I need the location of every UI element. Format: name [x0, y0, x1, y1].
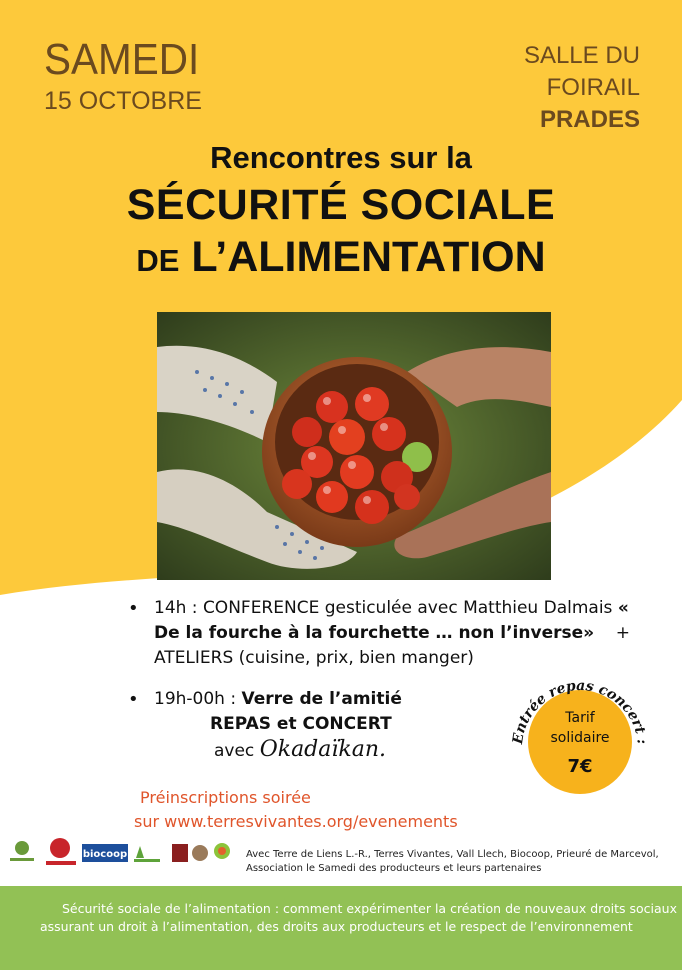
workshops-text: + ATELIERS (cuisine, prix, bien manger)	[154, 623, 630, 668]
conference-title: « De la fourche à la fourchette … non l’inverse»	[154, 598, 629, 643]
footer-banner	[0, 886, 682, 970]
title-line-1: Rencontres sur la	[210, 140, 472, 175]
afternoon-time: 14h : CONFERENCE gesticulée avec Matthieu Dalmais	[154, 598, 613, 618]
partners-text	[246, 848, 666, 876]
prieure-logo	[172, 844, 208, 862]
signup-line-1: Préinscriptions soirée	[140, 788, 311, 807]
event-venue	[524, 40, 640, 136]
event-day: SAMEDI	[44, 35, 200, 84]
band-with: avec	[214, 741, 255, 761]
band-name: Okadaïkan.	[259, 737, 387, 762]
samedi-producteurs-logo	[46, 838, 76, 865]
partners-line-1: Avec Terre de Liens L.-R., Terres Vivantes, Vall Llech, Biocoop, Prieuré de Marcevol,	[246, 849, 659, 860]
badge-line-2: solidaire	[550, 730, 610, 746]
title-line-2: SÉCURITÉ SOCIALE	[126, 181, 556, 229]
svg-text:Entrée repas concert :	[510, 678, 650, 746]
terres-vivantes-logo	[10, 841, 34, 861]
biocoop-logo	[82, 844, 128, 862]
venue-line-2: FOIRAIL	[546, 74, 640, 101]
title-line-3	[0, 232, 682, 286]
evening-drink: Verre de l’amitié	[241, 689, 402, 709]
title-line-3-prefix: DE	[136, 243, 180, 278]
badge-line-1: Tarif	[565, 710, 595, 726]
title-line-3-main: L’ALIMENTATION	[191, 233, 546, 281]
poster-title	[0, 138, 682, 286]
badge-price: 7€	[567, 756, 593, 777]
event-date	[44, 36, 213, 116]
evening-time: 19h-00h :	[154, 689, 237, 709]
signup-info	[134, 786, 458, 834]
partners-line-2: Association le Samedi des producteurs et leurs partenaires	[246, 863, 542, 874]
venue-line-1: SALLE DU	[523, 42, 640, 69]
partner-logos	[8, 836, 248, 872]
footer-line-2: assurant un droit à l’alimentation, des droits aux producteurs et le respect de l’environnement	[40, 919, 633, 934]
bullet-icon: •	[128, 598, 139, 619]
program-item-afternoon	[122, 596, 642, 671]
footer-line-1: Sécurité sociale de l’alimentation : comment expérimenter la création de nouveaux droits sociaux	[62, 901, 677, 916]
vall-llech-logo	[134, 846, 160, 862]
badge-arc-text	[510, 672, 650, 812]
venue-city: PRADES	[539, 106, 640, 133]
bullet-icon: •	[128, 689, 139, 710]
tomato-bowl-photo	[157, 312, 551, 580]
badge-arc-label: Entrée repas concert :	[510, 677, 650, 746]
terre-de-liens-logo	[214, 843, 230, 859]
evening-dinner-concert: REPAS et CONCERT	[210, 714, 392, 734]
biocoop-text: biocoop	[82, 849, 128, 860]
event-date-text: 15 OCTOBRE	[44, 87, 202, 115]
signup-link[interactable]: sur www.terresvivantes.org/evenements	[134, 812, 458, 831]
